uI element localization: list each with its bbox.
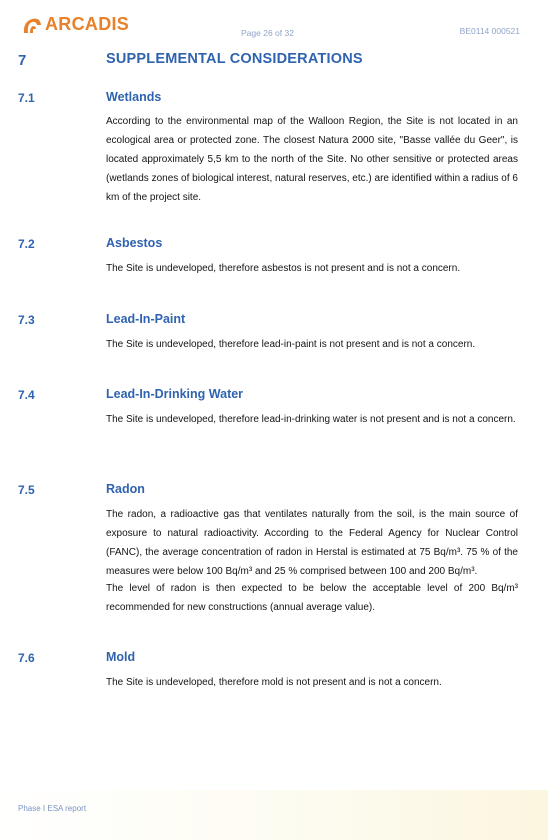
section-title: Radon: [106, 482, 145, 496]
logo-text: ARCADIS: [45, 14, 130, 34]
section-paragraph: The radon, a radioactive gas that ventilates naturally from the soil, is the main source of exposure to natural radioactivity. According to the Federal Agency for Nuclear Control (FANC), the average concentration of radon in Herstal is estimated at 75 Bq/m³. 75 % of the measures were below 100 Bq/m³ and 25 % comprised between 100 and 200 Bq/m³.: [106, 509, 518, 577]
section-paragraph: The Site is undeveloped, therefore lead-in-drinking water is not present and is not a concern.: [106, 414, 516, 425]
section-title: Lead-In-Paint: [106, 312, 186, 326]
section-title: Asbestos: [106, 236, 163, 250]
section-number: 7.6: [18, 651, 35, 665]
arcadis-logo-icon: [22, 16, 42, 34]
arcadis-logo: [22, 14, 129, 35]
section-paragraph: The Site is undeveloped, therefore mold is not present and is not a concern.: [106, 677, 442, 688]
section-paragraph: The Site is undeveloped, therefore asbestos is not present and is not a concern.: [106, 263, 461, 274]
section-number: 7.3: [18, 313, 35, 327]
section-title: Lead-In-Drinking Water: [106, 387, 244, 401]
section-number: 7.4: [18, 388, 35, 402]
section-paragraph: The level of radon is then expected to be below the acceptable level of 200 Bq/m³ recommended for new constructions (annual average value).: [106, 583, 518, 613]
footer-text: Phase I ESA report: [18, 804, 87, 813]
page-footer: [0, 790, 548, 840]
chapter-number: 7: [18, 52, 27, 69]
section-number: 7.1: [18, 91, 35, 105]
section-number: 7.2: [18, 237, 35, 251]
section-paragraph: According to the environmental map of the Walloon Region, the Site is not located in an ecological area or protected zone. The closest Natura 2000 site, "Basse vallée du Geer", is located approximately 5,5 km to the north of the Site. No other sensitive or protected areas (wetlands zones of biological interest, natural reserves, etc.) are identified within a radius of 6 km of the project site.: [106, 116, 518, 203]
chapter-title: SUPPLEMENTAL CONSIDERATIONS: [106, 51, 363, 67]
page-number: Page 26 of 32: [241, 28, 294, 38]
section-title: Wetlands: [106, 90, 162, 104]
section-paragraph: The Site is undeveloped, therefore lead-in-paint is not present and is not a concern.: [106, 339, 476, 350]
page-header: [0, 12, 548, 42]
section-title: Mold: [106, 650, 136, 664]
section-number: 7.5: [18, 483, 35, 497]
document-id: BE0114 000521: [459, 26, 520, 36]
